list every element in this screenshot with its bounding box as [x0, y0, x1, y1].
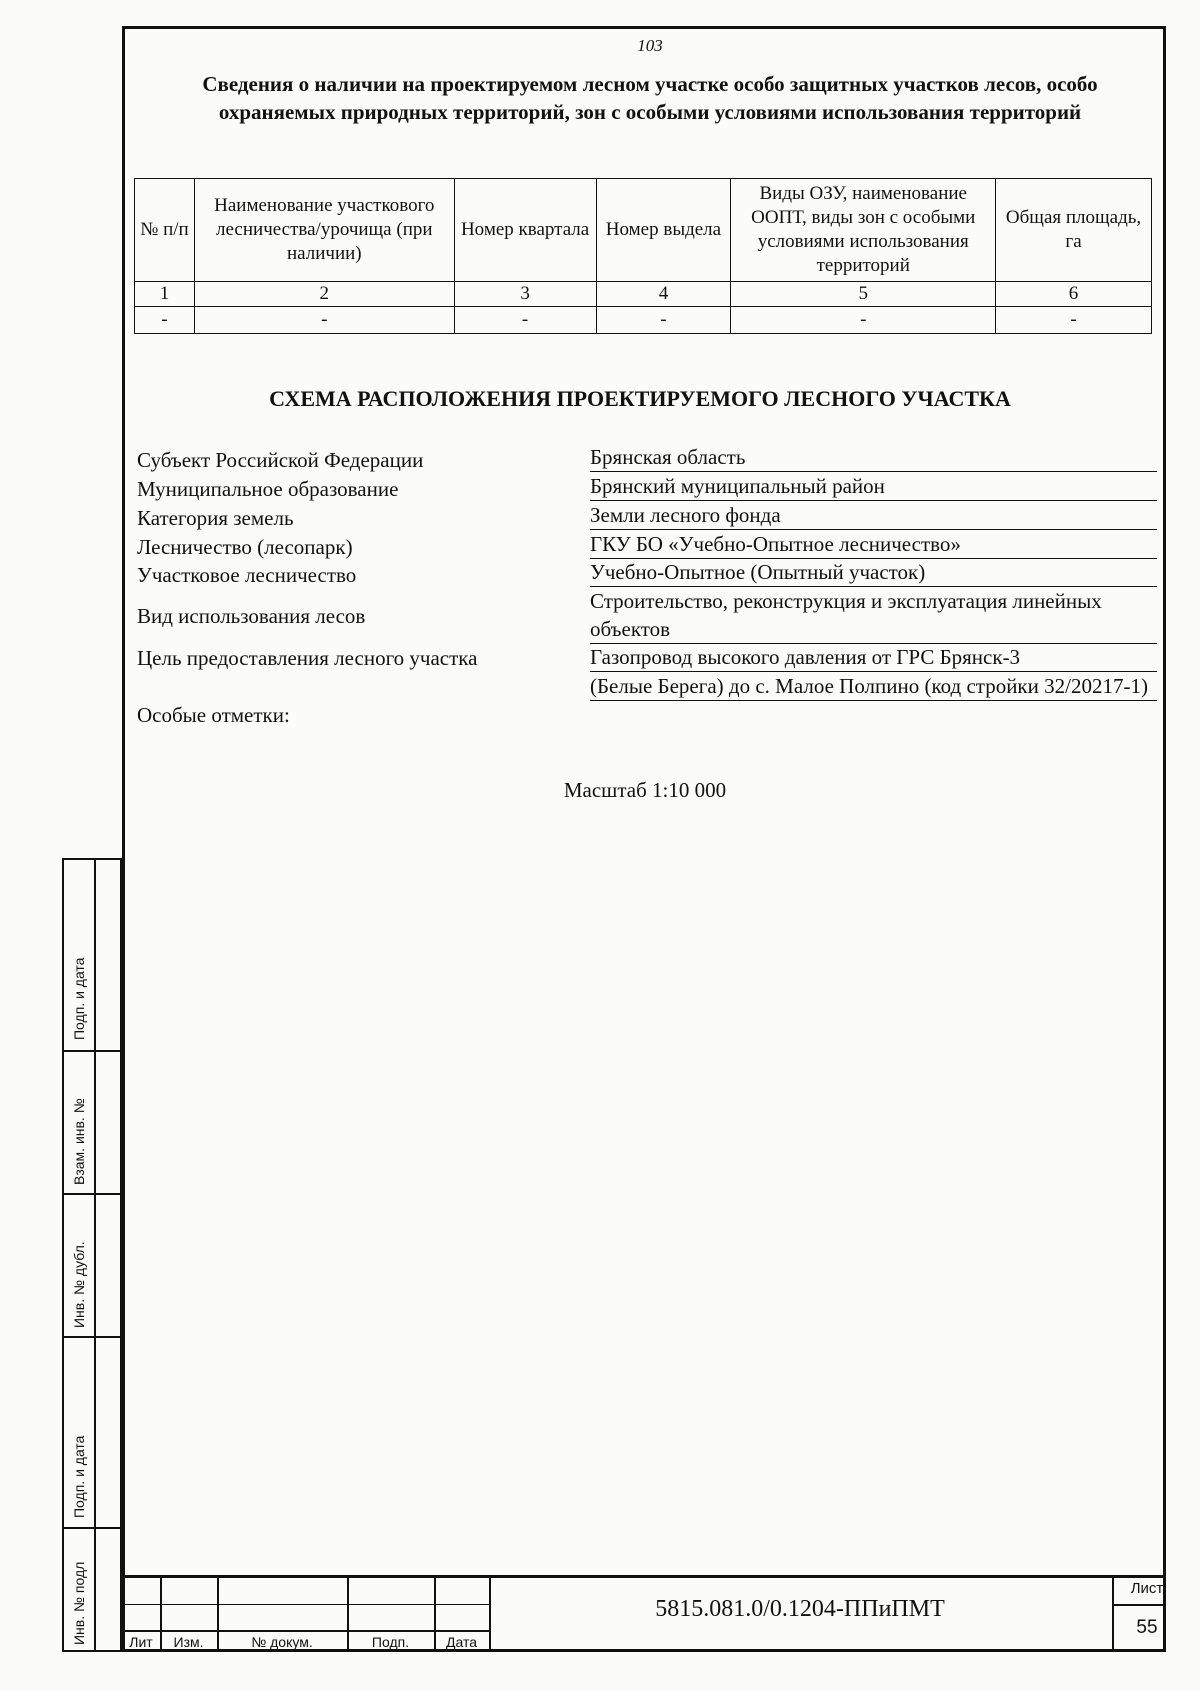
- sheet-label: Лист: [1130, 1580, 1164, 1597]
- title-block-column-label: № докум.: [251, 1634, 313, 1650]
- table-cell: -: [731, 307, 996, 334]
- table-header-cell: Номер выдела: [596, 179, 731, 282]
- page-number: 103: [637, 36, 663, 55]
- field-value: Строительство, реконструкция и эксплуатация линейных объектов: [590, 587, 1157, 644]
- table-cell: -: [194, 307, 454, 334]
- table-cell: -: [596, 307, 731, 334]
- sidebar-stamp: [62, 858, 122, 1652]
- table-cell: -: [454, 307, 596, 334]
- sidebar-label: Подп. и дата: [71, 957, 87, 1040]
- field-label: Вид использования лесов: [137, 604, 366, 628]
- table-header-cell: № п/п: [135, 179, 195, 282]
- title-block-column-label: Лит: [129, 1634, 153, 1650]
- field-value: Земли лесного фонда: [590, 501, 1157, 530]
- field-value: (Белые Берега) до с. Малое Полпино (код стройки 32/20217-1): [590, 672, 1157, 701]
- document-number: 5815.081.0/0.1204-ППиПМТ: [655, 1596, 945, 1622]
- field-label: Категория земель: [137, 506, 294, 530]
- sidebar-label: Подп. и дата: [71, 1435, 87, 1518]
- field-value: Брянский муниципальный район: [590, 472, 1157, 501]
- field-value: Брянская область: [590, 443, 1157, 472]
- table-number-cell: 6: [996, 282, 1152, 307]
- field-value: ГКУ БО «Учебно-Опытное лесничество»: [590, 530, 1157, 559]
- field-label: Лесничество (лесопарк): [137, 535, 353, 559]
- table-header-cell: Номер квартала: [454, 179, 596, 282]
- document-title: Сведения о наличии на проектируемом лесном участке особо защитных участков лесов, особо охраняемых природных территорий, зон с особыми условиями использования территорий: [202, 72, 1098, 124]
- table-number-row: [135, 282, 1152, 307]
- field-label: Муниципальное образование: [137, 477, 399, 501]
- field-label: Цель предоставления лесного участка: [137, 646, 478, 670]
- table-header-cell: Наименование участкового лесничества/урочища (при наличии): [194, 179, 454, 282]
- table-row: [135, 307, 1152, 334]
- table-header-row: [135, 179, 1152, 282]
- scale-label: Масштаб 1:10 000: [563, 778, 727, 802]
- scheme-title: СХЕМА РАСПОЛОЖЕНИЯ ПРОЕКТИРУЕМОГО ЛЕСНОГО УЧАСТКА: [269, 386, 1011, 411]
- table-number-cell: 1: [135, 282, 195, 307]
- table-number-cell: 3: [454, 282, 596, 307]
- title-block-column-label: Подп.: [371, 1634, 410, 1650]
- sheet-number: 55: [1136, 1617, 1158, 1638]
- table-number-cell: 2: [194, 282, 454, 307]
- table-cell: -: [996, 307, 1152, 334]
- table-number-cell: 4: [596, 282, 731, 307]
- sidebar-label: Инв. № дубл.: [71, 1241, 87, 1328]
- field-value: Газопровод высокого давления от ГРС Брянск-3: [590, 643, 1157, 672]
- sidebar-label: Инв. № подл: [71, 1561, 87, 1645]
- table-header-cell: Общая площадь, га: [996, 179, 1152, 282]
- field-value: Учебно-Опытное (Опытный участок): [590, 558, 1157, 587]
- field-label: Особые отметки:: [137, 703, 290, 727]
- sidebar-label: Взам. инв. №: [71, 1098, 87, 1185]
- field-label: Участковое лесничество: [137, 563, 357, 587]
- title-block-column-label: Дата: [445, 1634, 477, 1650]
- info-table: [134, 178, 1152, 334]
- table-header-cell: Виды ОЗУ, наименование ООПТ, виды зон с особыми условиями использования территорий: [731, 179, 996, 282]
- field-label: Субъект Российской Федерации: [137, 448, 424, 472]
- table-cell: -: [135, 307, 195, 334]
- table-number-cell: 5: [731, 282, 996, 307]
- title-block-column-label: Изм.: [173, 1634, 204, 1650]
